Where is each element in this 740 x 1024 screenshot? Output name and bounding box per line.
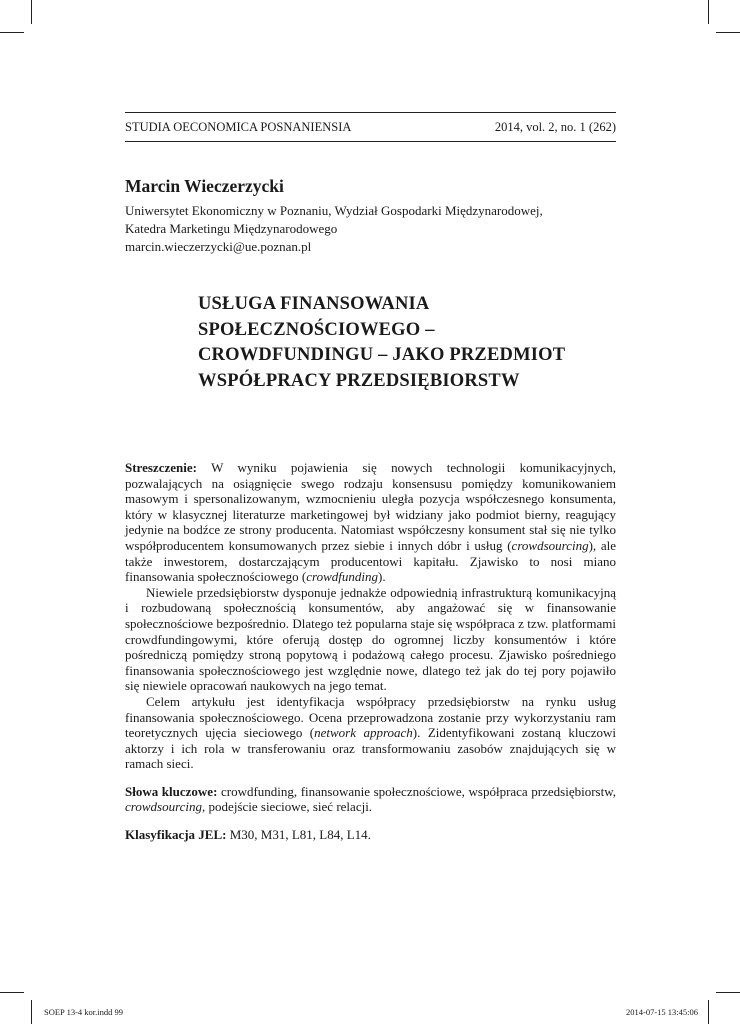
author-name: Marcin Wieczerzycki xyxy=(125,176,284,196)
issue-info: 2014, vol. 2, no. 1 (262) xyxy=(494,119,616,134)
affiliation-line-1: Uniwersytet Ekonomiczny w Poznaniu, Wydział Gospodarki Międzynarodowej, xyxy=(125,203,543,218)
jel-label: Klasyfikacja JEL: xyxy=(125,827,227,843)
title-line-3: CROWDFUNDINGU – JAKO PRZEDMIOT xyxy=(198,345,566,365)
abstract-paragraph-3: Celem artykułu jest identyfikacja współpracy przedsiębiorstw na rynku usług finansowania społecznościowego. Ocena przeprowadzona zostanie przy wykorzystaniu ram teoretycznych ujęcia sieciowego (network approach). Zidentyfikowani zostaną kluczowi aktorzy i ich rola w transferowaniu oraz transformowaniu zasobów znajdujących się w ramach sieci. xyxy=(125,693,617,772)
author-block xyxy=(125,176,625,256)
footer-timestamp: 2014-07-15 13:45:06 xyxy=(625,1007,698,1017)
author-email: marcin.wieczerzycki@ue.poznan.pl xyxy=(125,239,312,254)
running-header xyxy=(125,112,616,142)
crop-mark-bottom-left-v xyxy=(31,1000,32,1024)
footer-file-slug: SOEP 13-4 kor.indd 99 xyxy=(44,1007,124,1017)
affiliation-line-2: Katedra Marketingu Międzynarodowego xyxy=(125,221,338,236)
keywords-label: Słowa kluczowe: xyxy=(125,783,218,799)
abstract-label: Streszczenie: xyxy=(125,460,197,475)
crop-mark-bottom-right-v xyxy=(708,1000,709,1024)
abstract-paragraph-2: Niewiele przedsiębiorstw dysponuje jednakże odpowiednią infrastrukturą komunikacyjną i rozbudowaną społecznością konsumentów, aby angażować się w finansowanie społecznościowe bezpośrednio. Dlatego też popularna staje się współpraca z tzw. platformami crowdfundingowymi, które oferują dostęp do ogromnej liczby konsumentów i które pośredniczą pomiędzy stroną popytową i podażową całego procesu. Zjawisko pośredniego finansowania społecznościowego jest względnie nowe, dlatego też jak do tej pory pojawiło się niewiele opracowań naukowych na jego temat. xyxy=(125,584,616,694)
crop-mark-top-left-v xyxy=(31,0,32,24)
article-title xyxy=(198,292,628,394)
jel-classification: Klasyfikacja JEL: M30, M31, L81, L84, L14. xyxy=(125,827,371,843)
crop-mark-top-right-h xyxy=(716,32,740,33)
crop-mark-top-right-v xyxy=(708,0,709,24)
crop-mark-bottom-left-h xyxy=(0,992,24,993)
title-line-4: WSPÓŁPRACY PRZEDSIĘBIORSTW xyxy=(198,370,520,391)
abstract-section xyxy=(125,460,616,843)
keywords: Słowa kluczowe: crowdfunding, finansowanie społecznościowe, współpraca przedsiębiorstw, crowdsourcing, podejście sieciowe, sieć relacji. xyxy=(125,783,616,815)
journal-name: STUDIA OECONOMICA POSNANIENSIA xyxy=(125,119,352,134)
title-line-1: USŁUGA FINANSOWANIA xyxy=(198,294,430,314)
crop-mark-bottom-right-h xyxy=(716,992,740,993)
crop-mark-top-left-h xyxy=(0,32,24,33)
abstract-paragraph-1: Streszczenie: W wyniku pojawienia się nowych technologii komunikacyjnych, pozwalających na osiągnięcie swego rodzaju konsensusu pomiędzy komunikowaniem masowym i spersonalizowanym, wzmocnieniu uległa pozycja współczesnego konsumenta, który w klasycznej literaturze marketingowej był widziany jako podmiot bierny, reagujący jedynie na bodźce ze strony producenta. Natomiast współczesny konsument stał się nie tylko współproducentem konsumowanych przez siebie i innych dóbr i usług (crowdsourcing), ale także inwestorem, dostarczającym producentowi kapitału. Zjawisko to nosi miano finansowania społecznościowego (crowdfunding). xyxy=(125,460,617,585)
title-line-2: SPOŁECZNOŚCIOWEGO – xyxy=(198,319,435,340)
